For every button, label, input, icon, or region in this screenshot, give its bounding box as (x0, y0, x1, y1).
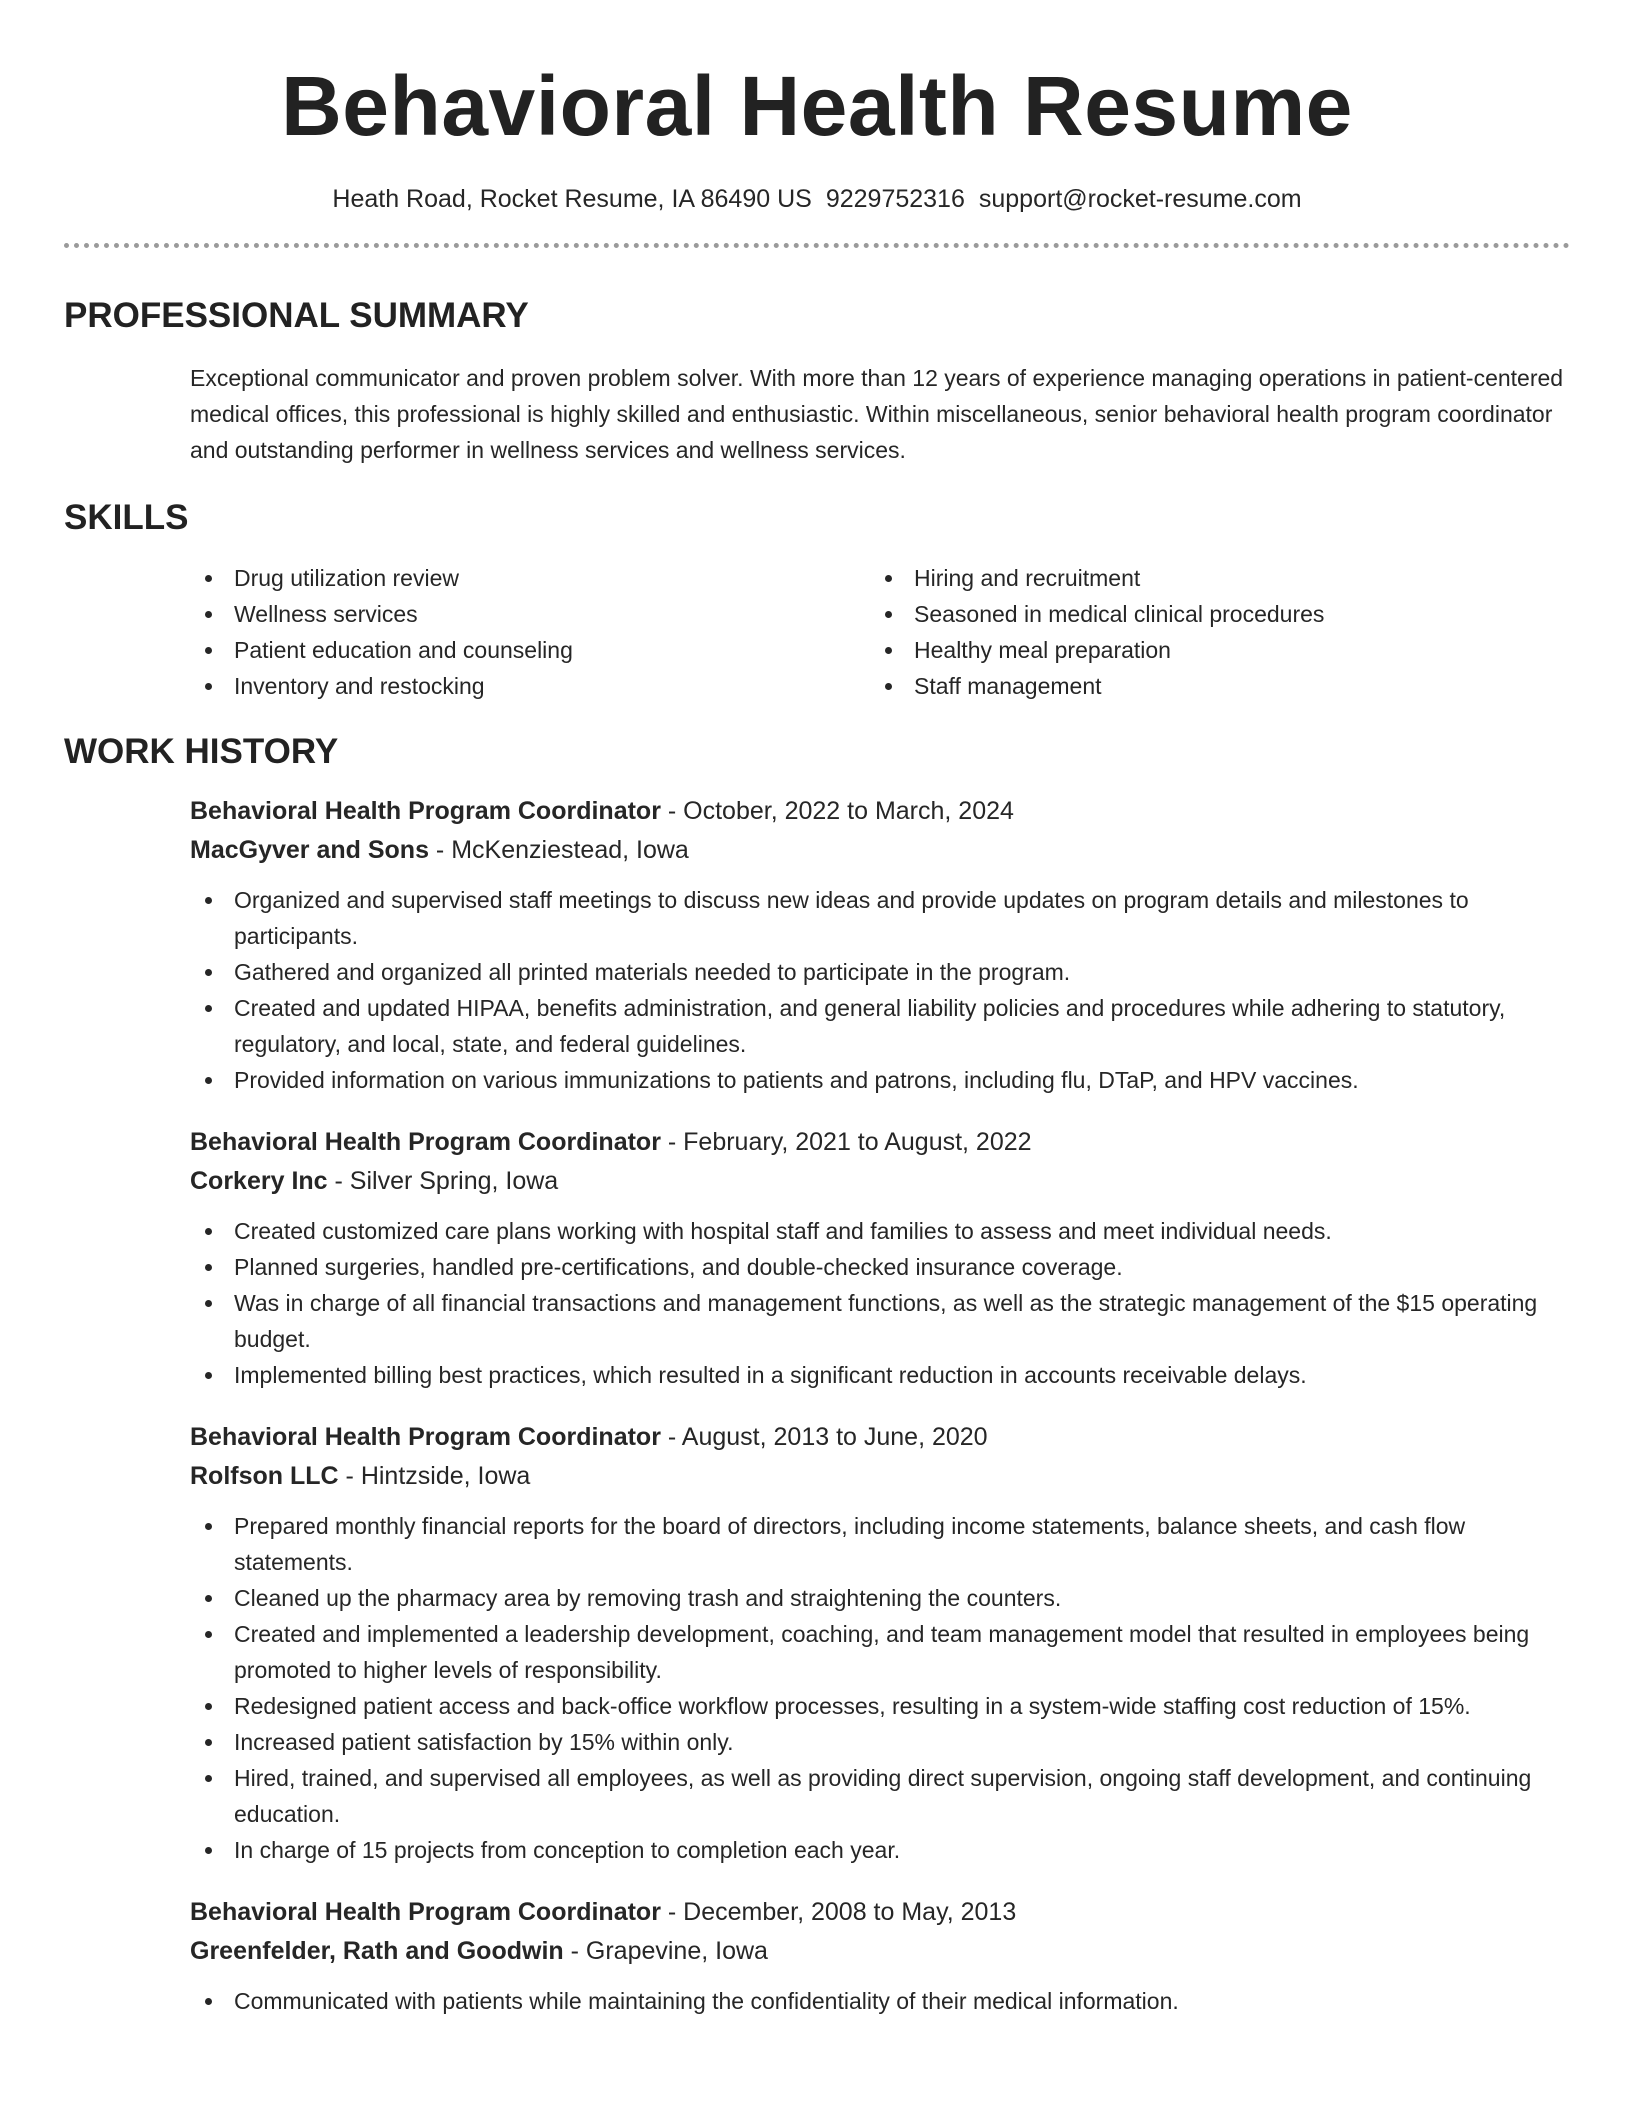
header-divider (64, 243, 1570, 248)
job-company: Rolfson LLC (190, 1462, 339, 1490)
job-role: Behavioral Health Program Coordinator (190, 1423, 661, 1451)
skills-column-left (190, 560, 870, 704)
skill-item: Hiring and recruitment (870, 560, 1550, 596)
job-dates: February, 2021 to August, 2022 (683, 1128, 1032, 1156)
job-bullets (190, 1213, 1570, 1393)
job-bullet: Cleaned up the pharmacy area by removing trash and straightening the counters. (190, 1580, 1570, 1616)
address-text: Heath Road, Rocket Resume, IA 86490 US (332, 185, 812, 213)
job-company-line: Corkery Inc - Silver Spring, Iowa (190, 1167, 559, 1195)
job-company-line: Rolfson LLC - Hintzside, Iowa (190, 1462, 531, 1490)
job-location: Hintzside, Iowa (360, 1462, 531, 1490)
skill-item: Healthy meal preparation (870, 632, 1550, 668)
job-entry (190, 792, 1570, 1098)
job-entry (190, 1893, 1570, 2019)
job-company: MacGyver and Sons (190, 836, 429, 864)
job-company-line: MacGyver and Sons - McKenziestead, Iowa (190, 836, 689, 864)
job-bullet: Implemented billing best practices, which resulted in a significant reduction in accounts receivable delays. (190, 1357, 1570, 1393)
job-company: Corkery Inc (190, 1167, 328, 1195)
job-role: Behavioral Health Program Coordinator (190, 1128, 661, 1156)
skill-item: Seasoned in medical clinical procedures (870, 596, 1550, 632)
contact-line (64, 182, 1570, 216)
job-bullet: Gathered and organized all printed materials needed to participate in the program. (190, 954, 1570, 990)
phone-text: 9229752316 (825, 185, 965, 213)
skills-list (190, 560, 1566, 704)
email-text: support@rocket-resume.com (978, 185, 1302, 213)
job-bullets (190, 1983, 1570, 2019)
job-bullet: Planned surgeries, handled pre-certifications, and double-checked insurance coverage. (190, 1249, 1570, 1285)
skills-heading: SKILLS (64, 498, 189, 537)
job-bullet: Hired, trained, and supervised all employees, as well as providing direct supervision, ongoing staff development, and continuing education. (190, 1760, 1570, 1832)
job-location: Silver Spring, Iowa (349, 1167, 559, 1195)
skill-item: Patient education and counseling (190, 632, 870, 668)
job-bullet: Redesigned patient access and back-office workflow processes, resulting in a system-wide staffing cost reduction of 15%. (190, 1688, 1570, 1724)
job-entry (190, 1418, 1570, 1868)
job-bullets (190, 1508, 1570, 1868)
work-history-heading: WORK HISTORY (64, 732, 339, 771)
job-bullet: In charge of 15 projects from conception to completion each year. (190, 1832, 1570, 1868)
job-location: Grapevine, Iowa (585, 1937, 768, 1965)
job-bullet: Communicated with patients while maintaining the confidentiality of their medical information. (190, 1983, 1570, 2019)
job-bullet: Provided information on various immunizations to patients and patrons, including flu, DTaP, and HPV vaccines. (190, 1062, 1570, 1098)
summary-text: Exceptional communicator and proven problem solver. With more than 12 years of experience managing operations in patient-centered medical offices, this professional is highly skilled and enthusiastic. Within miscellaneous, senior behavioral health program coordinator and outstanding performer in wellness services and wellness services. (190, 365, 1564, 463)
job-dates: August, 2013 to June, 2020 (681, 1423, 988, 1451)
resume-page (64, 0, 1570, 2019)
job-title-line: Behavioral Health Program Coordinator - August, 2013 to June, 2020 (190, 1423, 988, 1451)
job-bullet: Prepared monthly financial reports for the board of directors, including income statements, balance sheets, and cash flow statements. (190, 1508, 1570, 1580)
job-entry (190, 1123, 1570, 1393)
skill-item: Wellness services (190, 596, 870, 632)
job-bullet: Was in charge of all financial transactions and management functions, as well as the strategic management of the $15 operating budget. (190, 1285, 1570, 1357)
resume-name: Behavioral Health Resume (281, 59, 1353, 153)
job-bullet: Increased patient satisfaction by 15% within only. (190, 1724, 1570, 1760)
job-bullet: Created and implemented a leadership development, coaching, and team management model that resulted in employees being promoted to higher levels of responsibility. (190, 1616, 1570, 1688)
skill-item: Drug utilization review (190, 560, 870, 596)
job-location: McKenziestead, Iowa (451, 836, 689, 864)
job-bullet: Created and updated HIPAA, benefits administration, and general liability policies and procedures while adhering to statutory, regulatory, and local, state, and federal guidelines. (190, 990, 1570, 1062)
job-title-line: Behavioral Health Program Coordinator - December, 2008 to May, 2013 (190, 1898, 1017, 1926)
job-title-line: Behavioral Health Program Coordinator - October, 2022 to March, 2024 (190, 797, 1014, 825)
skills-column-right (870, 560, 1550, 704)
job-bullets (190, 882, 1570, 1098)
job-company-line: Greenfelder, Rath and Goodwin - Grapevine, Iowa (190, 1937, 768, 1965)
job-role: Behavioral Health Program Coordinator (190, 1898, 661, 1926)
job-dates: December, 2008 to May, 2013 (683, 1898, 1017, 1926)
job-company: Greenfelder, Rath and Goodwin (190, 1937, 564, 1965)
job-bullet: Created customized care plans working with hospital staff and families to assess and meet individual needs. (190, 1213, 1570, 1249)
job-title-line: Behavioral Health Program Coordinator - February, 2021 to August, 2022 (190, 1128, 1032, 1156)
job-bullet: Organized and supervised staff meetings to discuss new ideas and provide updates on program details and milestones to participants. (190, 882, 1570, 954)
skill-item: Inventory and restocking (190, 668, 870, 704)
skill-item: Staff management (870, 668, 1550, 704)
job-dates: October, 2022 to March, 2024 (683, 797, 1014, 825)
summary-heading: PROFESSIONAL SUMMARY (64, 296, 529, 335)
job-role: Behavioral Health Program Coordinator (190, 797, 661, 825)
